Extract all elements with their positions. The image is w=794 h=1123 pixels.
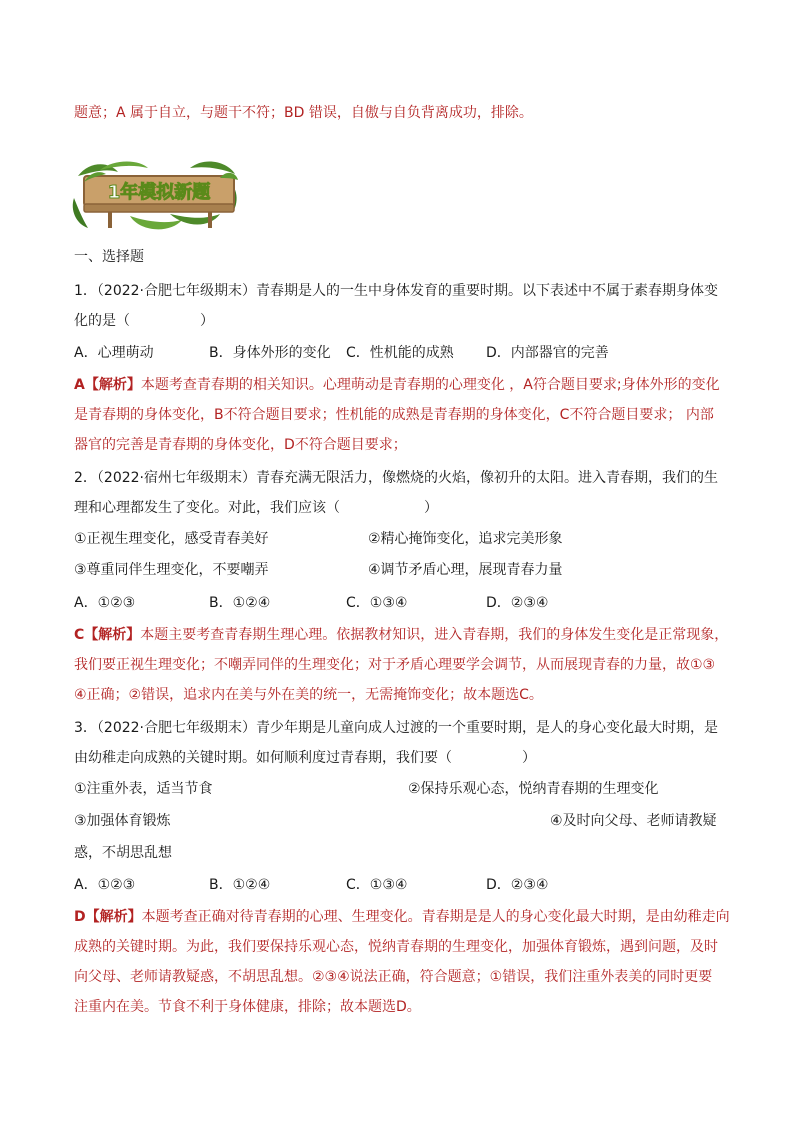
q1-option-d: D．内部器官的完善 xyxy=(486,345,609,361)
q3-explanation-line1: D【解析】本题考查正确对待青春期的心理、生理变化。青春期是是人的身心变化最大时期，是由幼稚走向 xyxy=(74,909,730,925)
q3-item-4-continued: 惑，不胡思乱想 xyxy=(74,845,172,861)
q3-explanation-line2: 成熟的关键时期。为此，我们要保持乐观心态，悦纳青春期的生理变化，加强体育锻炼，遇到问题，及时 xyxy=(74,939,718,955)
q2-item-2: ②精心掩饰变化，追求完美形象 xyxy=(368,531,563,547)
q3-option-a: A．①②③ xyxy=(74,877,136,893)
q1-stem-line2: 化的是（ ） xyxy=(74,313,214,329)
q2-answer: C【解析】 xyxy=(74,627,141,643)
q2-stem-line1: 2．（2022·宿州七年级期末）青春充满无限活力，像燃烧的火焰，像初升的太阳。进入青春期，我们的生 xyxy=(74,470,718,486)
section-banner xyxy=(70,158,240,232)
q3-item-4: ④及时向父母、老师请教疑 xyxy=(550,813,717,829)
q2-option-d: D．②③④ xyxy=(486,595,549,611)
q2-explanation-line2: 我们要正视生理变化；不嘲弄同伴的生理变化；对于矛盾心理要学会调节，从而展现青春的力量，故①③ xyxy=(74,657,716,673)
q2-option-c: C．①③④ xyxy=(346,595,408,611)
q2-explanation-line3: ④正确；②错误，追求内在美与外在美的统一，无需掩饰变化；故本题选C。 xyxy=(74,687,543,703)
q1-explanation-line1: A【解析】本题考查青春期的相关知识。心理萌动是青春期的心理变化 ，A符合题目要求;身体外形的变化 xyxy=(74,377,720,393)
q1-stem-line1: 1．（2022·合肥七年级期末）青春期是人的一生中身体发育的重要时期。以下表述中不属于素春期身体变 xyxy=(74,283,718,299)
q2-option-b: B．①②④ xyxy=(209,595,271,611)
q2-option-a: A．①②③ xyxy=(74,595,136,611)
q2-explanation-line1: C【解析】本题主要考查青春期生理心理。依据教材知识，进入青春期，我们的身体发生变化是正常现象， xyxy=(74,627,729,643)
q3-item-2: ②保持乐观心态，悦纳青春期的生理变化 xyxy=(408,781,659,797)
q1-option-b: B．身体外形的变化 xyxy=(209,345,331,361)
q1-answer: A【解析】 xyxy=(74,377,141,393)
q2-stem-line2: 理和心理都发生了变化。对此，我们应该（ ） xyxy=(74,500,438,516)
intro-explanation-line: 题意；A 属于自立，与题干不符；BD 错误，自傲与自负背离成功，排除。 xyxy=(74,105,533,121)
q1-explanation-line2: 是青春期的身体变化，B不符合题目要求；性机能的成熟是青春期的身体变化，C不符合题目要求； 内部 xyxy=(74,407,714,423)
q3-answer: D【解析】 xyxy=(74,909,142,925)
q3-option-d: D．②③④ xyxy=(486,877,549,893)
q3-option-b: B．①②④ xyxy=(209,877,271,893)
banner-text: 1年模拟新题 xyxy=(107,182,211,203)
q3-item-3: ③加强体育锻炼 xyxy=(74,813,171,829)
q3-explanation-line3: 向父母、老师请教疑惑，不胡思乱想。②③④说法正确，符合题意；①错误，我们注重外表美的同时更要 xyxy=(74,969,713,985)
q2-item-3: ③尊重同伴生理变化，不要嘲弄 xyxy=(74,562,269,578)
q3-item-1: ①注重外表，适当节食 xyxy=(74,781,213,797)
q2-item-4: ④调节矛盾心理，展现青春力量 xyxy=(368,562,563,578)
q2-item-1: ①正视生理变化，感受青春美好 xyxy=(74,531,269,547)
q1-option-a: A．心理萌动 xyxy=(74,345,154,361)
q1-explanation-line3: 器官的完善是青春期的身体变化，D不符合题目要求； xyxy=(74,437,407,453)
q3-stem-line1: 3．（2022·合肥七年级期末）青少年期是儿童向成人过渡的一个重要时期，是人的身心变化最大时期，是 xyxy=(74,720,718,736)
q3-explanation-line4: 注重内在美。节食不利于身体健康，排除；故本题选D。 xyxy=(74,999,421,1015)
leaf-board-icon xyxy=(70,158,240,232)
q1-option-c: C．性机能的成熟 xyxy=(346,345,454,361)
q3-stem-line2: 由幼稚走向成熟的关键时期。如何顺利度过青春期，我们要（ ） xyxy=(74,750,536,766)
q3-option-c: C．①③④ xyxy=(346,877,408,893)
section-title: 一、选择题 xyxy=(74,249,144,265)
